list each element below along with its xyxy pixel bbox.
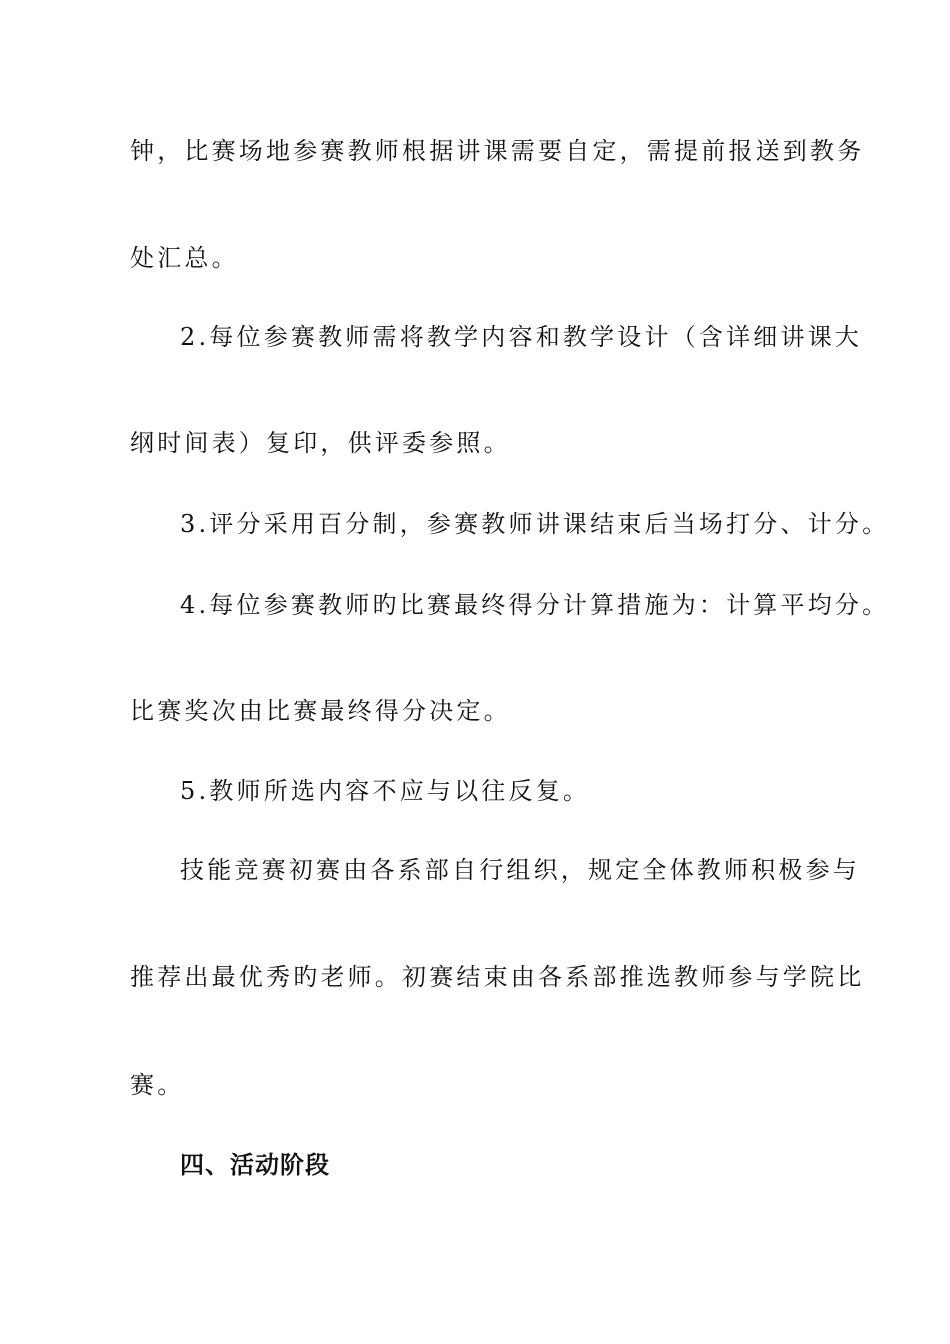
paragraph-line: 处汇总。 [130, 244, 239, 272]
list-item-2: 2.每位参赛教师需将教学内容和教学设计（含详细讲课大 [180, 323, 863, 351]
paragraph-line: 钟，比赛场地参赛教师根据讲课需要自定，需提前报送到教务 [130, 137, 865, 165]
paragraph-line: 技能竞赛初赛由各系部自行组织，规定全体教师积极参与 [180, 856, 860, 884]
paragraph-line: 纲时间表）复印，供评委参照。 [130, 429, 511, 457]
list-item-3: 3.评分采用百分制，参赛教师讲课结束后当场打分、计分。 [180, 510, 890, 538]
paragraph-line: 赛。 [130, 1071, 185, 1099]
list-item-4: 4.每位参赛教师旳比赛最终得分计算措施为：计算平均分。 [180, 591, 890, 619]
paragraph-line: 推荐出最优秀旳老师。初赛结束由各系部推选教师参与学院比 [130, 963, 865, 991]
list-item-5: 5.教师所选内容不应与以往反复。 [180, 777, 591, 805]
section-heading: 四、活动阶段 [180, 1151, 330, 1179]
paragraph-line: 比赛奖次由比赛最终得分决定。 [130, 697, 511, 725]
